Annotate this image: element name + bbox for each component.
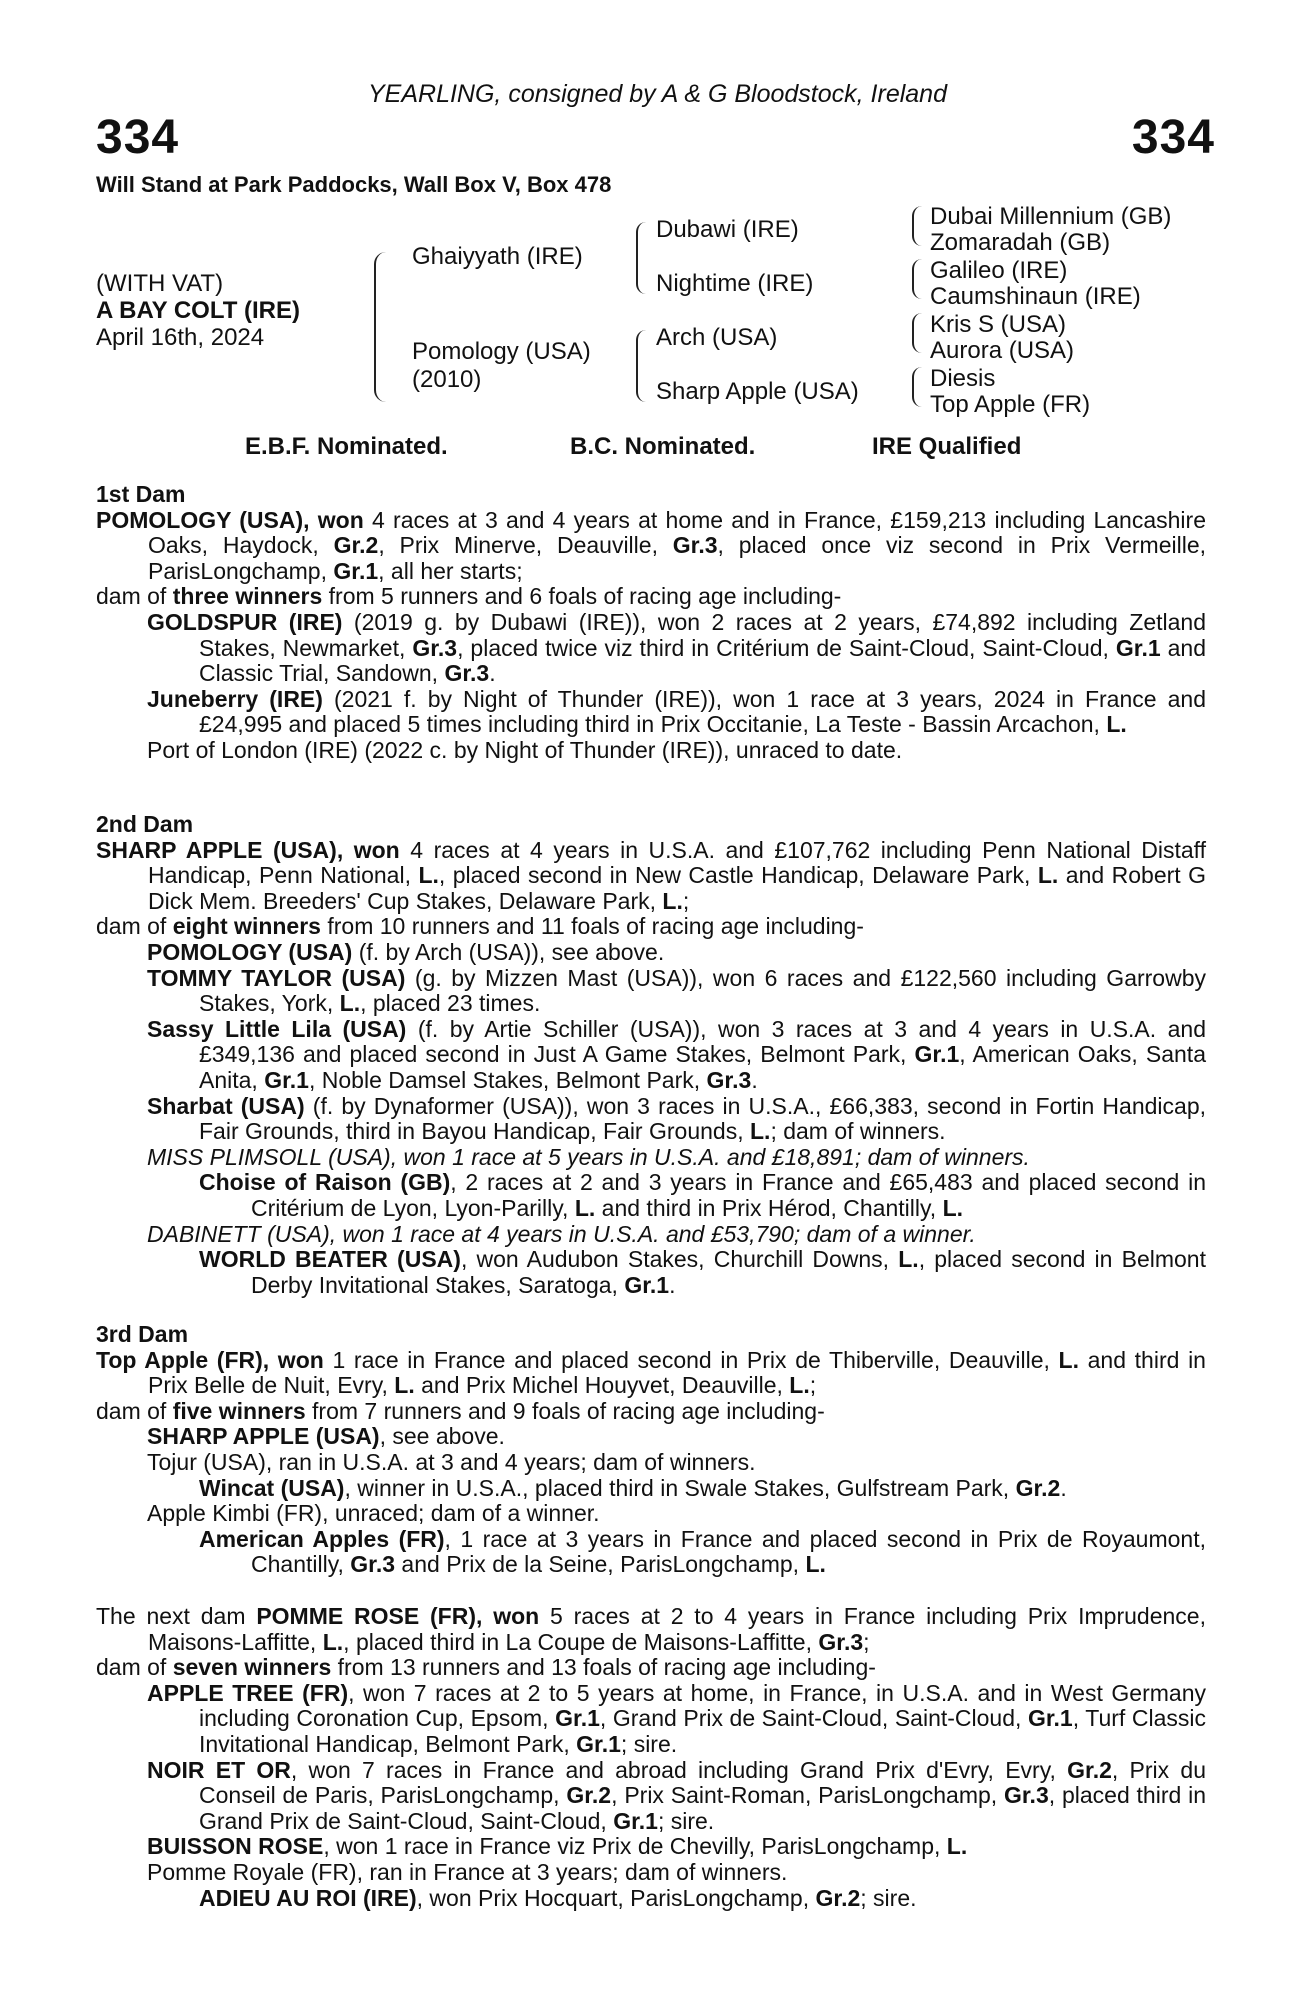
produce-name: APPLE TREE (FR) [147,1679,349,1706]
produce-entry [96,1170,1206,1221]
produce-entry [96,1886,1206,1912]
grade: Gr.1 [555,1705,600,1732]
produce-entry [96,610,1206,687]
dam-sire: Arch (USA) [656,324,778,351]
grandparent-1: Dubai Millennium (GB) [930,203,1172,230]
record-text: . [1060,1474,1067,1501]
second-dam-section [96,812,1206,1298]
produce-name: BUISSON ROSE [147,1833,324,1860]
dam-dam: Sharp Apple (USA) [656,378,859,405]
grandparent-5: Kris S (USA) [930,311,1067,338]
second-dam-produce-summary [96,914,1206,940]
produce-name: American Apples (FR) [199,1525,445,1552]
won-label: , won [336,836,400,863]
brace-main [374,252,386,402]
grade: Gr.3 [350,1551,396,1578]
record-text: (2021 f. by Night of Thunder (IRE)), won 1 race at 3 years, 2024 in France and £24,995 and placed 5 times including third in Prix Occitanie, La Teste - Bassin Arcachon, [199,685,1206,738]
produce-entry [96,1527,1206,1578]
winner-count: seven winners [172,1654,332,1681]
grade: L. [418,862,439,889]
grandparent-2: Zomaradah (GB) [930,229,1111,256]
produce-entry [96,1145,1206,1171]
record-text: (f. by Dynaformer (USA)), won 3 races in U.S.A., £66,383, second in Fortin Handicap, Fair Grounds, third in Bayou Handicap, Fair Grounds, [199,1092,1206,1145]
produce-entry [96,687,1206,738]
grade: Gr.1 [576,1730,621,1757]
produce-name: Juneberry (IRE) [147,685,323,712]
record-text: . [489,660,496,687]
sire-dam: Nightime (IRE) [656,270,814,297]
produce-name: WORLD BEATER (USA) [199,1246,461,1273]
record-text: ; sire. [620,1730,678,1757]
produce-entry: Port of London (IRE) (2022 c. by Night of Thunder (IRE)), unraced to date. [147,736,903,763]
won-label: , won [262,1346,324,1373]
record-text: , placed third in La Coupe de Maisons-Laffitte, [343,1628,819,1655]
record-text: , won 1 race in France viz Prix de Chevilly, ParisLongchamp, [323,1833,947,1860]
produce-name: Sharbat (USA) [147,1092,305,1119]
won-label: , won [303,506,364,533]
grade: Gr.3 [1003,1782,1049,1809]
record-text: dam of [96,1397,173,1424]
grade: L. [339,990,361,1017]
record-text: , all her starts; [378,557,523,584]
grade: L. [946,1833,968,1860]
grade: L. [749,1118,771,1145]
record-text: 4 races at 3 and 4 years at home and in France, £159,213 including Lancashire Oaks, Haydock, [148,506,1206,559]
produce-entry [96,1476,1206,1502]
third-dam-heading: 3rd Dam [96,1321,189,1347]
record-text: , won Prix Hocquart, ParisLongchamp, [416,1884,816,1911]
produce-name: GOLDSPUR (IRE) [147,608,343,635]
record-text: , won 7 races in France and abroad including Grand Prix d'Evry, Evry, [290,1756,1068,1783]
record-text: , placed second in New Castle Handicap, Delaware Park, [438,862,1038,889]
grade: Gr.2 [566,1782,612,1809]
record-text: (g. by Mizzen Mast (USA)), won 6 races and £122,560 including Garrowby Stakes, York, [199,964,1206,1017]
produce-entry [96,940,1206,966]
record-text: , placed third in Grand Prix de Saint-Cloud, Saint-Cloud, [199,1782,1207,1834]
produce-entry [96,1834,1206,1860]
record-text: from 7 runners and 9 foals of racing age including- [305,1397,825,1424]
grade: Gr.2 [333,532,379,559]
record-text: and Classic Trial, Sandown, [199,634,1206,687]
stand-location: Will Stand at Park Paddocks, Wall Box V, Box 478 [96,172,612,197]
third-dam-produce-summary [96,1399,1206,1425]
grade: L. [898,1246,919,1273]
record-text: 5 races at 2 to 4 years in France including Prix Imprudence, Maisons-Laffitte, [148,1603,1206,1655]
grade: L. [1058,1346,1079,1373]
record-text: ; [809,1372,817,1399]
record-text: , Noble Damsel Stakes, Belmont Park, [308,1066,707,1093]
grade: L. [394,1372,415,1399]
record-text: , 1 race at 3 years in France and placed second in Prix de Royaumont, Chantilly, [251,1525,1206,1578]
record-text: , placed 23 times. [360,990,541,1017]
record-text: , American Oaks, Santa Anita, [199,1041,1206,1093]
brace-g56 [912,313,922,353]
brace-dam [636,330,646,402]
winner-count: eight winners [172,913,321,940]
grade: Gr.2 [1067,1756,1112,1783]
next-dam-record [96,1604,1206,1655]
next-dam-name: POMME ROSE (FR) [256,1603,476,1629]
grade: Gr.2 [815,1884,861,1911]
grade: Gr.1 [1027,1705,1073,1732]
produce-entry [96,1017,1206,1094]
record-text: from 10 runners and 11 foals of racing age including- [320,913,864,940]
produce-entry [96,966,1206,1017]
record-text: ; dam of winners. [770,1118,946,1145]
record-text: and third in Prix Belle de Nuit, Evry, [148,1346,1206,1399]
second-dam-record [96,838,1206,915]
record-text: (f. by Artie Schiller (USA)), won 3 races at 3 and 4 years in U.S.A. and £349,136 and placed second in Just A Game Stakes, Belmont Park, [199,1015,1206,1068]
record-text: , Turf Classic Invitational Handicap, Belmont Park, [199,1705,1207,1757]
grandparent-8: Top Apple (FR) [930,391,1091,418]
produce-entry [96,1222,1206,1248]
produce-name: SHARP APPLE (USA) [147,1423,380,1450]
record-text: , placed second in Belmont Derby Invitational Stakes, Saratoga, [251,1246,1206,1298]
grade: Gr.3 [444,660,490,687]
record-text: (f. by Arch (USA)), see above. [352,938,665,965]
grade: Gr.1 [1115,634,1161,661]
produce-entry [96,1424,1206,1450]
second-dam-name: SHARP APPLE (USA) [96,836,337,863]
record-text: , placed once viz second in Prix Vermeille, ParisLongchamp, [148,532,1207,584]
record-text: and Prix Michel Houyvet, Deauville, [414,1372,790,1399]
record-text: and Robert G Dick Mem. Breeders' Cup Stakes, Delaware Park, [148,862,1207,914]
first-dam-name: POMOLOGY (USA) [96,506,304,533]
produce-name: Choise of Raison (GB) [199,1169,451,1196]
record-text: (2019 g. by Dubawi (IRE)), won 2 races at 2 years, £74,892 including Zetland Stakes, Newmarket, [199,608,1207,661]
record-text: , won 1 race at 4 years in U.S.A. and £53,790; dam of a winner. [329,1220,976,1247]
lot-subject-dob: April 16th, 2024 [96,324,265,351]
consignment-line: YEARLING, consigned by A & G Bloodstock, Ireland [368,80,947,108]
grade: Gr.1 [333,557,379,584]
produce-name: DABINETT (USA) [147,1220,330,1247]
record-text: , won 7 races at 2 to 5 years at home, in France, in U.S.A. and in West Germany including Coronation Cup, Epsom, [199,1679,1206,1732]
produce-name: Wincat (USA) [199,1474,345,1501]
grade: Gr.1 [264,1066,309,1093]
winner-count: three winners [172,583,323,610]
grade: Gr.1 [914,1041,960,1068]
produce-entry: Apple Kimbi (FR), unraced; dam of a winner. [147,1500,600,1527]
grade: Gr.3 [818,1628,864,1655]
first-dam-record [96,508,1206,585]
record-text: , Prix Minerve, Deauville, [378,532,673,559]
grandparent-3: Galileo (IRE) [930,257,1068,284]
record-text: , won Audubon Stakes, Churchill Downs, [460,1246,899,1273]
produce-entry: Pomme Royale (FR), ran in France at 3 years; dam of winners. [147,1858,788,1885]
record-text: , see above. [379,1423,505,1450]
produce-entry [96,1758,1206,1835]
third-dam-name: Top Apple (FR) [96,1346,263,1373]
grade: Gr.2 [1015,1474,1061,1501]
winner-count: five winners [172,1397,306,1424]
grandparent-7: Diesis [930,365,996,392]
record-text: , Prix du Conseil de Paris, ParisLongchamp, [199,1756,1206,1809]
record-text: and Prix de la Seine, ParisLongchamp, [395,1551,806,1578]
record-text: ; [863,1628,870,1655]
record-text: . [751,1066,758,1093]
sire: Ghaiyyath (IRE) [412,243,583,270]
lot-number-left: 334 [96,111,180,164]
record-text: , Grand Prix de Saint-Cloud, Saint-Cloud, [599,1705,1028,1732]
grade: L. [662,887,683,914]
record-text: dam of [96,1654,173,1681]
produce-name: TOMMY TAYLOR (USA) [147,964,406,991]
next-dam-section [96,1604,1206,1911]
grandparent-6: Aurora (USA) [930,337,1075,364]
bc-nominated: B.C. Nominated. [570,433,756,460]
third-dam-record [96,1348,1206,1399]
record-text: ; sire. [860,1884,917,1911]
record-text: 4 races at 4 years in U.S.A. and £107,762 including Penn National Distaff Handicap, Penn National, [148,836,1206,889]
record-text: ; [682,887,690,914]
record-text: The next dam [96,1603,257,1629]
won-label: , won [476,1603,540,1629]
next-dam-produce-summary [96,1655,1206,1681]
produce-entry [96,1094,1206,1145]
lot-number-right: 334 [1131,111,1215,164]
first-dam-heading: 1st Dam [96,481,186,507]
grade: L. [322,1628,344,1655]
third-dam-section [96,1322,1206,1578]
ebf-nominated: E.B.F. Nominated. [245,433,448,460]
produce-entry: Tojur (USA), ran in U.S.A. at 3 and 4 years; dam of winners. [147,1448,756,1475]
second-dam-heading: 2nd Dam [96,811,194,837]
record-text: . [669,1271,676,1298]
grade: Gr.3 [412,634,458,661]
grade: Gr.3 [706,1066,752,1093]
record-text: , winner in U.S.A., placed third in Swale Stakes, Gulfstream Park, [344,1474,1016,1501]
record-text: 1 race in France and placed second in Prix de Thiberville, Deauville, [323,1346,1059,1373]
grade: L. [1106,711,1127,738]
record-text: from 13 runners and 13 foals of racing age including- [331,1654,876,1681]
first-dam-section [96,482,1206,764]
record-text: dam of [96,583,173,610]
vat-note: (WITH VAT) [96,270,224,297]
brace-g34 [912,259,922,299]
sire-sire: Dubawi (IRE) [656,216,799,243]
produce-name: MISS PLIMSOLL (USA) [147,1143,391,1170]
record-text: ; sire. [657,1807,715,1834]
produce-entry [96,1247,1206,1298]
grade: L. [789,1372,810,1399]
record-text: dam of [96,913,173,940]
grade: L. [942,1194,964,1221]
record-text: , 2 races at 2 and 3 years in France and £65,483 and placed second in Critérium de Lyon, Lyon-Parilly, [251,1169,1207,1221]
grade: L. [1037,862,1059,889]
dam-year: (2010) [412,366,482,393]
brace-g78 [912,367,922,407]
grade: Gr.3 [672,532,718,559]
lot-subject-name: A BAY COLT (IRE) [96,297,301,324]
grade: L. [574,1194,596,1221]
produce-name: ADIEU AU ROI (IRE) [199,1884,417,1911]
ire-qualified: IRE Qualified [872,433,1022,460]
produce-name: Sassy Little Lila (USA) [147,1015,407,1042]
produce-name: NOIR ET OR [147,1756,291,1783]
brace-g12 [912,206,922,246]
record-text: and third in Prix Hérod, Chantilly, [595,1194,943,1221]
record-text: from 5 runners and 6 foals of racing age including- [322,583,842,610]
grandparent-4: Caumshinaun (IRE) [930,283,1141,310]
brace-sire [636,222,646,294]
grade: Gr.1 [613,1807,658,1834]
record-text: , Prix Saint-Roman, ParisLongchamp, [611,1782,1004,1809]
record-text: , won 1 race at 5 years in U.S.A. and £18,891; dam of winners. [390,1143,1030,1170]
dam: Pomology (USA) [412,338,591,365]
produce-entry [96,1681,1206,1758]
first-dam-produce-summary [96,584,1206,610]
grade: Gr.1 [624,1271,670,1298]
produce-name: POMOLOGY (USA) [147,938,353,965]
grade: L. [805,1551,826,1578]
record-text: , placed twice viz third in Critérium de Saint-Cloud, Saint-Cloud, [457,634,1116,661]
